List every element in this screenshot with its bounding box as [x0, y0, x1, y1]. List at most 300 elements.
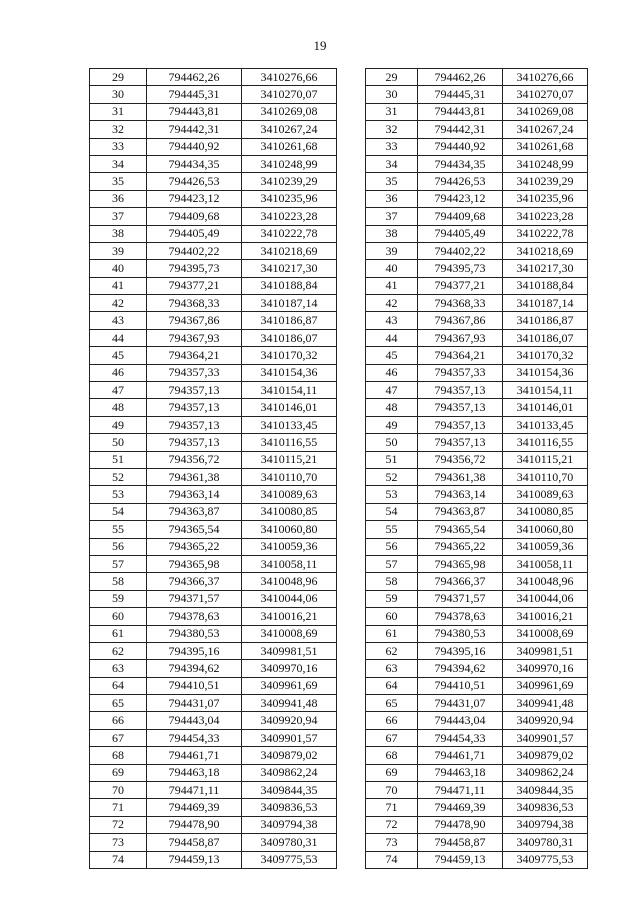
point-number-cell: 62 — [90, 642, 147, 659]
point-number-cell: 74 — [366, 851, 418, 868]
point-number-cell: 44 — [366, 329, 418, 346]
point-number-cell: 64 — [366, 677, 418, 694]
point-number-cell: 34 — [366, 155, 418, 172]
y-coordinate-cell: 3410044,06 — [242, 590, 337, 607]
table-row — [366, 608, 588, 625]
point-number-cell: 65 — [366, 695, 418, 712]
y-coordinate-cell: 3410269,08 — [242, 103, 337, 120]
y-coordinate-cell: 3410222,78 — [242, 225, 337, 242]
table-row — [90, 503, 337, 520]
coordinates-table-right-body — [366, 69, 588, 869]
x-coordinate-cell: 794461,71 — [418, 747, 503, 764]
y-coordinate-cell: 3410267,24 — [503, 121, 588, 138]
x-coordinate-cell: 794409,68 — [418, 208, 503, 225]
y-coordinate-cell: 3410188,84 — [503, 277, 588, 294]
table-row — [90, 312, 337, 329]
table-row — [90, 347, 337, 364]
table-row — [366, 590, 588, 607]
table-row — [90, 190, 337, 207]
y-coordinate-cell: 3410154,11 — [242, 382, 337, 399]
point-number-cell: 68 — [90, 747, 147, 764]
point-number-cell: 49 — [90, 416, 147, 433]
y-coordinate-cell: 3410267,24 — [242, 121, 337, 138]
point-number-cell: 60 — [90, 608, 147, 625]
x-coordinate-cell: 794463,18 — [147, 764, 242, 781]
table-row — [366, 382, 588, 399]
y-coordinate-cell: 3409794,38 — [503, 816, 588, 833]
point-number-cell: 73 — [366, 834, 418, 851]
table-row — [90, 416, 337, 433]
point-number-cell: 37 — [90, 208, 147, 225]
table-row — [90, 242, 337, 259]
point-number-cell: 54 — [366, 503, 418, 520]
table-row — [366, 486, 588, 503]
point-number-cell: 59 — [366, 590, 418, 607]
y-coordinate-cell: 3410276,66 — [242, 69, 337, 86]
coordinates-table-right — [365, 68, 588, 869]
x-coordinate-cell: 794423,12 — [418, 190, 503, 207]
coordinates-table-left-body — [90, 69, 337, 869]
y-coordinate-cell: 3409775,53 — [503, 851, 588, 868]
point-number-cell: 47 — [366, 382, 418, 399]
x-coordinate-cell: 794357,13 — [147, 434, 242, 451]
y-coordinate-cell: 3409780,31 — [503, 834, 588, 851]
y-coordinate-cell: 3409981,51 — [242, 642, 337, 659]
table-row — [90, 277, 337, 294]
table-row — [90, 103, 337, 120]
table-row — [90, 712, 337, 729]
point-number-cell: 33 — [90, 138, 147, 155]
y-coordinate-cell: 3410187,14 — [503, 295, 588, 312]
table-row — [90, 642, 337, 659]
y-coordinate-cell: 3410059,36 — [503, 538, 588, 555]
y-coordinate-cell: 3410270,07 — [503, 86, 588, 103]
point-number-cell: 52 — [90, 468, 147, 485]
y-coordinate-cell: 3410058,11 — [242, 555, 337, 572]
point-number-cell: 49 — [366, 416, 418, 433]
point-number-cell: 41 — [90, 277, 147, 294]
point-number-cell: 31 — [366, 103, 418, 120]
y-coordinate-cell: 3409879,02 — [503, 747, 588, 764]
table-row — [366, 468, 588, 485]
x-coordinate-cell: 794365,54 — [418, 521, 503, 538]
x-coordinate-cell: 794402,22 — [418, 242, 503, 259]
x-coordinate-cell: 794357,33 — [418, 364, 503, 381]
point-number-cell: 58 — [90, 573, 147, 590]
table-row — [90, 225, 337, 242]
x-coordinate-cell: 794471,11 — [147, 782, 242, 799]
table-row — [90, 295, 337, 312]
x-coordinate-cell: 794440,92 — [147, 138, 242, 155]
table-row — [366, 642, 588, 659]
x-coordinate-cell: 794377,21 — [147, 277, 242, 294]
x-coordinate-cell: 794357,13 — [418, 382, 503, 399]
table-row — [90, 364, 337, 381]
point-number-cell: 71 — [90, 799, 147, 816]
y-coordinate-cell: 3410154,11 — [503, 382, 588, 399]
point-number-cell: 57 — [90, 555, 147, 572]
y-coordinate-cell: 3410223,28 — [503, 208, 588, 225]
point-number-cell: 61 — [90, 625, 147, 642]
x-coordinate-cell: 794458,87 — [147, 834, 242, 851]
x-coordinate-cell: 794462,26 — [147, 69, 242, 86]
y-coordinate-cell: 3409901,57 — [242, 729, 337, 746]
table-row — [366, 695, 588, 712]
x-coordinate-cell: 794366,37 — [418, 573, 503, 590]
table-row — [90, 69, 337, 86]
y-coordinate-cell: 3410080,85 — [503, 503, 588, 520]
x-coordinate-cell: 794366,37 — [147, 573, 242, 590]
table-row — [366, 799, 588, 816]
table-row — [90, 834, 337, 851]
point-number-cell: 69 — [366, 764, 418, 781]
point-number-cell: 38 — [366, 225, 418, 242]
point-number-cell: 45 — [90, 347, 147, 364]
x-coordinate-cell: 794443,04 — [147, 712, 242, 729]
point-number-cell: 74 — [90, 851, 147, 868]
x-coordinate-cell: 794363,14 — [147, 486, 242, 503]
point-number-cell: 37 — [366, 208, 418, 225]
table-row — [90, 521, 337, 538]
table-row — [366, 625, 588, 642]
y-coordinate-cell: 3409844,35 — [503, 782, 588, 799]
x-coordinate-cell: 794367,93 — [147, 329, 242, 346]
table-row — [90, 208, 337, 225]
table-row — [366, 347, 588, 364]
point-number-cell: 32 — [366, 121, 418, 138]
x-coordinate-cell: 794443,81 — [147, 103, 242, 120]
point-number-cell: 65 — [90, 695, 147, 712]
x-coordinate-cell: 794356,72 — [147, 451, 242, 468]
y-coordinate-cell: 3410248,99 — [503, 155, 588, 172]
table-row — [90, 573, 337, 590]
page-number: 19 — [313, 38, 327, 53]
point-number-cell: 51 — [366, 451, 418, 468]
x-coordinate-cell: 794394,62 — [147, 660, 242, 677]
table-row — [366, 712, 588, 729]
table-row — [90, 486, 337, 503]
x-coordinate-cell: 794458,87 — [418, 834, 503, 851]
table-row — [366, 312, 588, 329]
point-number-cell: 42 — [90, 295, 147, 312]
y-coordinate-cell: 3410146,01 — [503, 399, 588, 416]
point-number-cell: 69 — [90, 764, 147, 781]
point-number-cell: 53 — [366, 486, 418, 503]
point-number-cell: 57 — [366, 555, 418, 572]
table-row — [90, 747, 337, 764]
x-coordinate-cell: 794442,31 — [147, 121, 242, 138]
point-number-cell: 40 — [366, 260, 418, 277]
y-coordinate-cell: 3409970,16 — [503, 660, 588, 677]
y-coordinate-cell: 3410239,29 — [242, 173, 337, 190]
y-coordinate-cell: 3410110,70 — [242, 468, 337, 485]
x-coordinate-cell: 794454,33 — [147, 729, 242, 746]
x-coordinate-cell: 794395,73 — [418, 260, 503, 277]
y-coordinate-cell: 3410008,69 — [503, 625, 588, 642]
x-coordinate-cell: 794361,38 — [418, 468, 503, 485]
x-coordinate-cell: 794380,53 — [147, 625, 242, 642]
x-coordinate-cell: 794365,98 — [147, 555, 242, 572]
table-row — [366, 399, 588, 416]
table-row — [366, 747, 588, 764]
x-coordinate-cell: 794431,07 — [147, 695, 242, 712]
point-number-cell: 30 — [90, 86, 147, 103]
x-coordinate-cell: 794463,18 — [418, 764, 503, 781]
x-coordinate-cell: 794357,13 — [147, 382, 242, 399]
y-coordinate-cell: 3410133,45 — [503, 416, 588, 433]
y-coordinate-cell: 3410048,96 — [242, 573, 337, 590]
y-coordinate-cell: 3410186,87 — [242, 312, 337, 329]
table-row — [90, 329, 337, 346]
y-coordinate-cell: 3409844,35 — [242, 782, 337, 799]
x-coordinate-cell: 794365,22 — [147, 538, 242, 555]
y-coordinate-cell: 3410060,80 — [242, 521, 337, 538]
table-row — [366, 69, 588, 86]
y-coordinate-cell: 3409879,02 — [242, 747, 337, 764]
point-number-cell: 40 — [90, 260, 147, 277]
y-coordinate-cell: 3410115,21 — [242, 451, 337, 468]
point-number-cell: 38 — [90, 225, 147, 242]
x-coordinate-cell: 794459,13 — [418, 851, 503, 868]
x-coordinate-cell: 794469,39 — [147, 799, 242, 816]
point-number-cell: 31 — [90, 103, 147, 120]
point-number-cell: 39 — [366, 242, 418, 259]
point-number-cell: 68 — [366, 747, 418, 764]
table-row — [366, 138, 588, 155]
point-number-cell: 47 — [90, 382, 147, 399]
table-row — [366, 329, 588, 346]
y-coordinate-cell: 3410115,21 — [503, 451, 588, 468]
y-coordinate-cell: 3410154,36 — [242, 364, 337, 381]
x-coordinate-cell: 794368,33 — [147, 295, 242, 312]
y-coordinate-cell: 3410261,68 — [503, 138, 588, 155]
table-row — [366, 451, 588, 468]
y-coordinate-cell: 3410186,07 — [503, 329, 588, 346]
y-coordinate-cell: 3409775,53 — [242, 851, 337, 868]
point-number-cell: 29 — [90, 69, 147, 86]
table-row — [90, 608, 337, 625]
table-row — [90, 764, 337, 781]
point-number-cell: 53 — [90, 486, 147, 503]
table-row — [90, 538, 337, 555]
point-number-cell: 33 — [366, 138, 418, 155]
x-coordinate-cell: 794357,33 — [147, 364, 242, 381]
table-row — [366, 782, 588, 799]
point-number-cell: 59 — [90, 590, 147, 607]
y-coordinate-cell: 3409780,31 — [242, 834, 337, 851]
y-coordinate-cell: 3410239,29 — [503, 173, 588, 190]
table-row — [366, 851, 588, 868]
y-coordinate-cell: 3409862,24 — [503, 764, 588, 781]
x-coordinate-cell: 794431,07 — [418, 695, 503, 712]
y-coordinate-cell: 3410154,36 — [503, 364, 588, 381]
x-coordinate-cell: 794471,11 — [418, 782, 503, 799]
point-number-cell: 51 — [90, 451, 147, 468]
table-row — [90, 816, 337, 833]
x-coordinate-cell: 794426,53 — [418, 173, 503, 190]
table-row — [366, 173, 588, 190]
table-row — [90, 451, 337, 468]
table-row — [366, 816, 588, 833]
x-coordinate-cell: 794443,04 — [418, 712, 503, 729]
table-row — [366, 834, 588, 851]
x-coordinate-cell: 794402,22 — [147, 242, 242, 259]
table-row — [366, 538, 588, 555]
x-coordinate-cell: 794395,16 — [418, 642, 503, 659]
point-number-cell: 48 — [366, 399, 418, 416]
point-number-cell: 29 — [366, 69, 418, 86]
x-coordinate-cell: 794356,72 — [418, 451, 503, 468]
y-coordinate-cell: 3410133,45 — [242, 416, 337, 433]
y-coordinate-cell: 3410016,21 — [503, 608, 588, 625]
table-row — [90, 555, 337, 572]
point-number-cell: 72 — [90, 816, 147, 833]
table-row — [90, 468, 337, 485]
x-coordinate-cell: 794410,51 — [418, 677, 503, 694]
point-number-cell: 44 — [90, 329, 147, 346]
x-coordinate-cell: 794367,93 — [418, 329, 503, 346]
table-row — [90, 851, 337, 868]
x-coordinate-cell: 794357,13 — [147, 399, 242, 416]
x-coordinate-cell: 794377,21 — [418, 277, 503, 294]
x-coordinate-cell: 794405,49 — [147, 225, 242, 242]
table-row — [90, 173, 337, 190]
x-coordinate-cell: 794364,21 — [418, 347, 503, 364]
x-coordinate-cell: 794364,21 — [147, 347, 242, 364]
x-coordinate-cell: 794363,14 — [418, 486, 503, 503]
x-coordinate-cell: 794395,73 — [147, 260, 242, 277]
table-row — [366, 434, 588, 451]
y-coordinate-cell: 3409961,69 — [242, 677, 337, 694]
point-number-cell: 67 — [90, 729, 147, 746]
x-coordinate-cell: 794357,13 — [418, 434, 503, 451]
x-coordinate-cell: 794469,39 — [418, 799, 503, 816]
table-row — [90, 782, 337, 799]
point-number-cell: 56 — [366, 538, 418, 555]
x-coordinate-cell: 794371,57 — [418, 590, 503, 607]
point-number-cell: 43 — [90, 312, 147, 329]
point-number-cell: 62 — [366, 642, 418, 659]
table-row — [366, 555, 588, 572]
table-row — [90, 260, 337, 277]
point-number-cell: 36 — [366, 190, 418, 207]
x-coordinate-cell: 794378,63 — [147, 608, 242, 625]
table-row — [366, 364, 588, 381]
y-coordinate-cell: 3410235,96 — [242, 190, 337, 207]
x-coordinate-cell: 794410,51 — [147, 677, 242, 694]
y-coordinate-cell: 3409920,94 — [242, 712, 337, 729]
point-number-cell: 64 — [90, 677, 147, 694]
table-row — [90, 660, 337, 677]
x-coordinate-cell: 794368,33 — [418, 295, 503, 312]
point-number-cell: 50 — [366, 434, 418, 451]
y-coordinate-cell: 3409981,51 — [503, 642, 588, 659]
coordinates-table-left — [89, 68, 337, 869]
point-number-cell: 54 — [90, 503, 147, 520]
y-coordinate-cell: 3410270,07 — [242, 86, 337, 103]
point-number-cell: 46 — [90, 364, 147, 381]
point-number-cell: 34 — [90, 155, 147, 172]
y-coordinate-cell: 3410058,11 — [503, 555, 588, 572]
table-row — [366, 295, 588, 312]
y-coordinate-cell: 3410218,69 — [242, 242, 337, 259]
x-coordinate-cell: 794365,54 — [147, 521, 242, 538]
y-coordinate-cell: 3410048,96 — [503, 573, 588, 590]
table-row — [90, 434, 337, 451]
y-coordinate-cell: 3409901,57 — [503, 729, 588, 746]
x-coordinate-cell: 794423,12 — [147, 190, 242, 207]
y-coordinate-cell: 3410044,06 — [503, 590, 588, 607]
point-number-cell: 35 — [90, 173, 147, 190]
x-coordinate-cell: 794440,92 — [418, 138, 503, 155]
table-row — [90, 382, 337, 399]
y-coordinate-cell: 3410269,08 — [503, 103, 588, 120]
point-number-cell: 66 — [90, 712, 147, 729]
table-row — [366, 277, 588, 294]
table-row — [366, 503, 588, 520]
table-row — [90, 399, 337, 416]
y-coordinate-cell: 3410089,63 — [242, 486, 337, 503]
x-coordinate-cell: 794367,86 — [147, 312, 242, 329]
x-coordinate-cell: 794357,13 — [147, 416, 242, 433]
point-number-cell: 72 — [366, 816, 418, 833]
x-coordinate-cell: 794478,90 — [147, 816, 242, 833]
y-coordinate-cell: 3410186,87 — [503, 312, 588, 329]
table-row — [90, 138, 337, 155]
x-coordinate-cell: 794371,57 — [147, 590, 242, 607]
point-number-cell: 55 — [366, 521, 418, 538]
x-coordinate-cell: 794357,13 — [418, 399, 503, 416]
y-coordinate-cell: 3410016,21 — [242, 608, 337, 625]
table-row — [90, 729, 337, 746]
point-number-cell: 30 — [366, 86, 418, 103]
point-number-cell: 36 — [90, 190, 147, 207]
y-coordinate-cell: 3410116,55 — [242, 434, 337, 451]
point-number-cell: 48 — [90, 399, 147, 416]
y-coordinate-cell: 3410187,14 — [242, 295, 337, 312]
x-coordinate-cell: 794365,98 — [418, 555, 503, 572]
table-row — [366, 225, 588, 242]
table-row — [366, 573, 588, 590]
x-coordinate-cell: 794367,86 — [418, 312, 503, 329]
table-row — [366, 103, 588, 120]
y-coordinate-cell: 3409961,69 — [503, 677, 588, 694]
y-coordinate-cell: 3410235,96 — [503, 190, 588, 207]
table-row — [366, 121, 588, 138]
y-coordinate-cell: 3410188,84 — [242, 277, 337, 294]
point-number-cell: 70 — [366, 782, 418, 799]
x-coordinate-cell: 794365,22 — [418, 538, 503, 555]
point-number-cell: 45 — [366, 347, 418, 364]
x-coordinate-cell: 794445,31 — [418, 86, 503, 103]
point-number-cell: 63 — [90, 660, 147, 677]
x-coordinate-cell: 794434,35 — [418, 155, 503, 172]
point-number-cell: 73 — [90, 834, 147, 851]
point-number-cell: 56 — [90, 538, 147, 555]
x-coordinate-cell: 794442,31 — [418, 121, 503, 138]
table-row — [90, 677, 337, 694]
y-coordinate-cell: 3410222,78 — [503, 225, 588, 242]
table-row — [90, 590, 337, 607]
y-coordinate-cell: 3410217,30 — [503, 260, 588, 277]
table-row — [366, 764, 588, 781]
table-row — [90, 121, 337, 138]
y-coordinate-cell: 3409836,53 — [503, 799, 588, 816]
y-coordinate-cell: 3410170,32 — [242, 347, 337, 364]
point-number-cell: 32 — [90, 121, 147, 138]
point-number-cell: 46 — [366, 364, 418, 381]
x-coordinate-cell: 794445,31 — [147, 86, 242, 103]
